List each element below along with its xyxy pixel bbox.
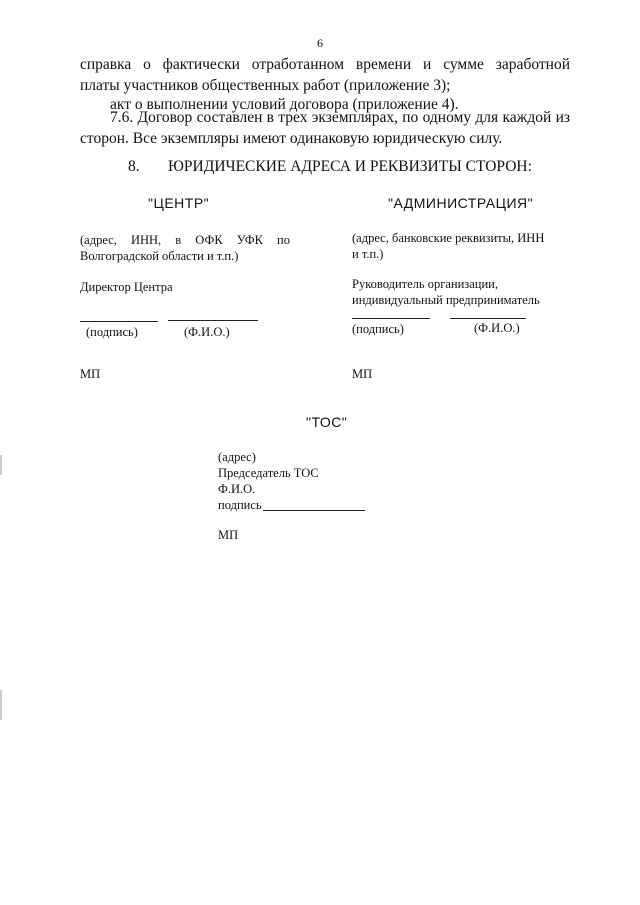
administration-name-line (450, 318, 526, 319)
tos-stamp: МП (218, 528, 239, 542)
tos-address: (адрес) (218, 450, 256, 464)
page-number: 6 (317, 36, 323, 50)
paragraph-line: акт о выполнении условий договора (приложение 4). (110, 96, 459, 113)
tos-signature-label: подпись (218, 498, 262, 512)
paragraph-line: 7.6. Договор составлен в трех экземплярах, по одному для каждой из (110, 109, 570, 126)
administration-signature-label: (подпись) (352, 322, 404, 336)
administration-signature-line (352, 318, 430, 319)
center-address-line1: (адрес, ИНН, в ОФК УФК по (80, 233, 290, 247)
tos-title: "ТОС" (306, 414, 348, 430)
tos-role: Председатель ТОС (218, 466, 319, 480)
administration-stamp: МП (352, 367, 373, 381)
administration-role-line2: индивидуальный предприниматель (352, 293, 540, 307)
tos-name: Ф.И.О. (218, 482, 256, 496)
scan-edge-mark (0, 690, 2, 720)
administration-title: "АДМИНИСТРАЦИЯ" (388, 195, 534, 211)
section-heading (128, 158, 532, 176)
scan-edge-mark (0, 455, 2, 475)
center-stamp: МП (80, 367, 101, 381)
center-name-line (168, 320, 258, 321)
center-role: Директор Центра (80, 280, 173, 294)
center-address-line2: Волгоградской области и т.п.) (80, 249, 239, 263)
section-title: ЮРИДИЧЕСКИЕ АДРЕСА И РЕКВИЗИТЫ СТОРОН: (168, 158, 532, 175)
center-signature-label: (подпись) (86, 325, 138, 339)
center-signature-line (80, 321, 158, 322)
center-name-label: (Ф.И.О.) (184, 325, 230, 339)
paragraph-line: сторон. Все экземпляры имеют одинаковую юридическую силу. (80, 130, 503, 147)
administration-address-line2: и т.п.) (352, 247, 384, 261)
center-title: "ЦЕНТР" (148, 195, 210, 211)
paragraph-line: платы участников общественных работ (приложение 3); (80, 77, 451, 94)
section-number: 8. (128, 158, 140, 175)
administration-role-line1: Руководитель организации, (352, 277, 498, 291)
administration-name-label: (Ф.И.О.) (474, 321, 520, 335)
tos-signature-line (263, 510, 365, 511)
paragraph-line: справка о фактически отработанном времени и сумме заработной (80, 56, 570, 73)
administration-address-line1: (адрес, банковские реквизиты, ИНН (352, 231, 545, 245)
